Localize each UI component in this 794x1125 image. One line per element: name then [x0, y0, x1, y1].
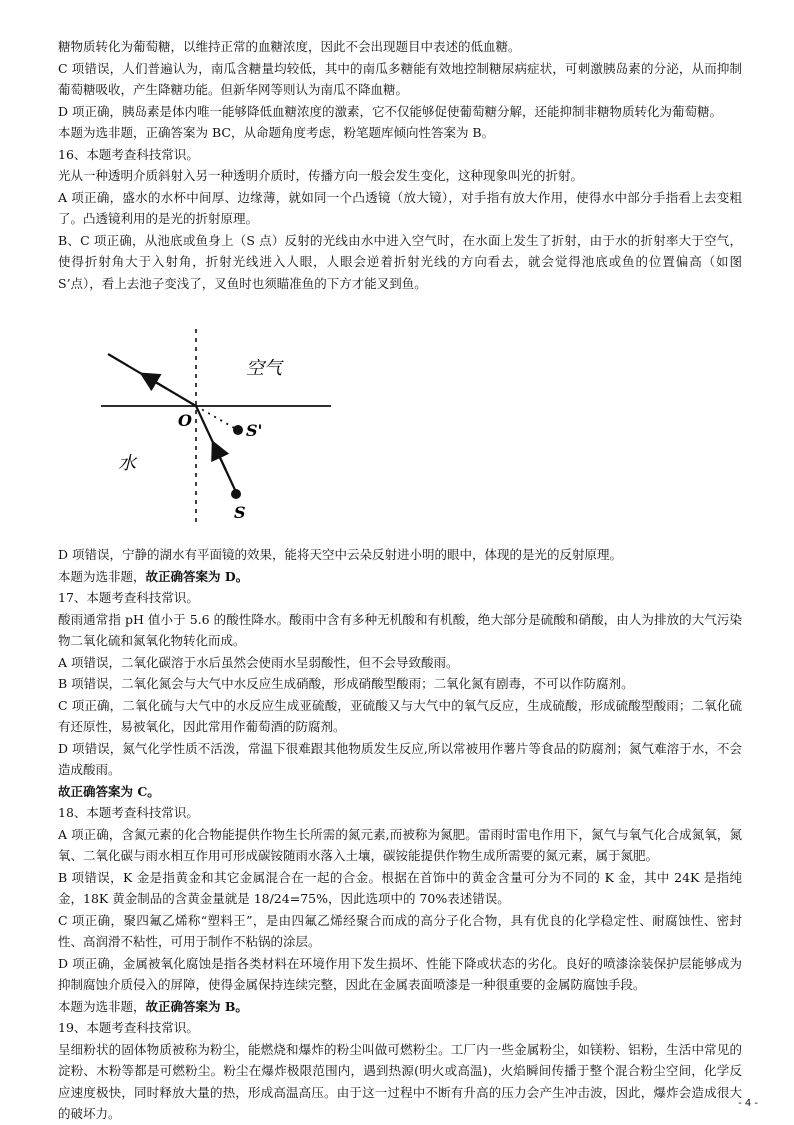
refraction-diagram — [58, 294, 742, 544]
incident-ray-arrow — [216, 449, 226, 471]
paragraph: 糖物质转化为葡萄糖，以维持正常的血糖浓度，因此不会出现题目中表述的低血糖。 — [58, 39, 521, 54]
paragraph: C 项正确，二氧化硫与大气中的水反应生成亚硫酸，亚硫酸又与大气中的氧气反应，生成硫酸，形成硫酸型酸雨；二氧化硫有还原性，易被氧化，因此常用作葡萄酒的防腐剂。 — [58, 697, 742, 734]
paragraph: A 项错误，二氧化碳溶于水后虽然会使雨水呈弱酸性，但不会导致酸雨。 — [58, 654, 459, 670]
section-heading: 18、本题考查科技常识。 — [58, 805, 199, 820]
label-air: 空气 — [246, 358, 282, 379]
page-number: - 4 - — [738, 1098, 758, 1109]
refraction-svg — [96, 314, 336, 534]
section-heading: 16、本题考查科技常识。 — [58, 146, 199, 162]
paragraph: C 项正确，聚四氟乙烯称“塑料王”，是由四氟乙烯经聚合而成的高分子化合物，具有优良的化学稳定性、耐腐蚀性、密封性、高润滑不粘性，可用于制作不粘锅的涂层。 — [58, 912, 742, 949]
paragraph: B 项错误，二氧化氮会与大气中水反应生成硝酸，形成硝酸型酸雨；二氧化氮有剧毒，不可以作防腐剂。 — [58, 676, 634, 691]
paragraph: D 项正确，金属被氧化腐蚀是指各类材料在环境作用下发生损坏、性能下降或状态的劣化。良好的喷漆涂装保护层能够成为抑制腐蚀介质侵入的屏障，使得金属保持连续完整，因此在金属表面喷漆是一种很重要的金属防腐蚀手段。 — [58, 955, 742, 992]
refracted-ray-arrow — [148, 378, 166, 389]
paragraph: D 项错误，氮气化学性质不活泼，常温下很难跟其他物质发生反应,所以常被用作薯片等食品的防腐剂；氮气难溶于水，不会造成酸雨。 — [58, 740, 742, 777]
paragraph: B、C 项正确，从池底或鱼身上（S 点）反射的光线由水中进入空气时，在水面上发生了折射，由于水的折射率大于空气，使得折射角大于入射角，折射光线进入人眼，人眼会逆着折射光线的方向看去，就会觉得池底或鱼的位置偏高（如图 S’点），看上去池子变浅了，叉鱼时也须瞄准鱼的下方才能叉到鱼。 — [58, 232, 742, 291]
point-s — [231, 489, 241, 499]
page-content — [58, 36, 742, 1125]
label-s: S — [234, 503, 246, 522]
label-water: 水 — [118, 453, 136, 474]
answer-bold: 故正确答案为 B。 — [145, 998, 248, 1014]
answer-prefix: 本题为选非题， — [58, 568, 146, 584]
section-heading: 17、本题考查科技常识。 — [58, 590, 199, 605]
paragraph: 酸雨通常指 pH 值小于 5.6 的酸性降水。酸雨中含有多种无机酸和有机酸，绝大部分是硫酸和硝酸，由人为排放的大气污染物二氧化硫和氮氧化物转化而成。 — [58, 611, 742, 648]
answer-line — [58, 996, 742, 1018]
paragraph: 呈细粉状的固体物质被称为粉尘，能燃烧和爆炸的粉尘叫做可燃粉尘。工厂内一些金属粉尘，如镁粉、铝粉，生活中常见的淀粉、木粉等都是可燃粉尘。粉尘在爆炸极限范围内，遇到热源(明火或高温)，火焰瞬间传播于整个混合粉尘空间，化学反应速度极快，同时释放大量的热，形成高温高压。由于这一过程中不断有升高的压力会产生冲击波，因此，爆炸会造成很大的破坏力。 — [58, 1041, 742, 1121]
paragraph: A 项正确，盛水的水杯中间厚、边缘薄，就如同一个凸透镜（放大镜），对手指有放大作用，使得水中部分手指看上去变粗了。凸透镜利用的是光的折射原理。 — [58, 189, 742, 226]
label-s-prime: S' — [246, 421, 263, 440]
paragraph: D 项正确，胰岛素是体内唯一能够降低血糖浓度的激素，它不仅能够促使葡萄糖分解，还能抑制非糖物质转化为葡萄糖。 — [58, 103, 722, 119]
paragraph: B 项错误，K 金是指黄金和其它金属混合在一起的合金。根据在首饰中的黄金含量可分为不同的 K 金，其中 24K 是指纯金，18K 黄金制品的含黄金量就是 18/24=75%，因此选项中的 70%表述错误。 — [58, 869, 742, 906]
paragraph: 本题为选非题，正确答案为 BC，从命题角度考虑，粉笔题库倾向性答案为 B。 — [58, 125, 495, 140]
section-heading: 19、本题考查科技常识。 — [58, 1020, 199, 1035]
paragraph: C 项错误，人们普遍认为，南瓜含糖量均较低，其中的南瓜多糖能有效地控制糖尿病症状，可刺激胰岛素的分泌，从而抑制葡萄糖吸收，产生降糖功能。但新华网等则认为南瓜不降血糖。 — [58, 60, 742, 97]
answer-line — [58, 566, 742, 588]
paragraph: 光从一种透明介质斜射入另一种透明介质时，传播方向一般会发生变化，这种现象叫光的折射。 — [58, 168, 584, 183]
answer-line: 故正确答案为 C。 — [58, 783, 160, 799]
paragraph: A 项正确，含氮元素的化合物能提供作物生长所需的氮元素,而被称为氮肥。雷雨时雷电作用下，氮气与氧气化合成氮氧，氮氧、二氧化碳与雨水相互作用可形成碳铵随雨水落入土壤，碳铵能提供作物生成所需要的氮元素，属于氮肥。 — [58, 826, 742, 863]
answer-bold: 故正确答案为 D。 — [145, 568, 249, 584]
answer-prefix: 本题为选非题， — [58, 998, 146, 1014]
paragraph: D 项错误，宁静的湖水有平面镜的效果，能将天空中云朵反射进小明的眼中，体现的是光的反射原理。 — [58, 547, 622, 562]
point-s-prime — [233, 425, 243, 435]
label-o: O — [178, 411, 192, 430]
